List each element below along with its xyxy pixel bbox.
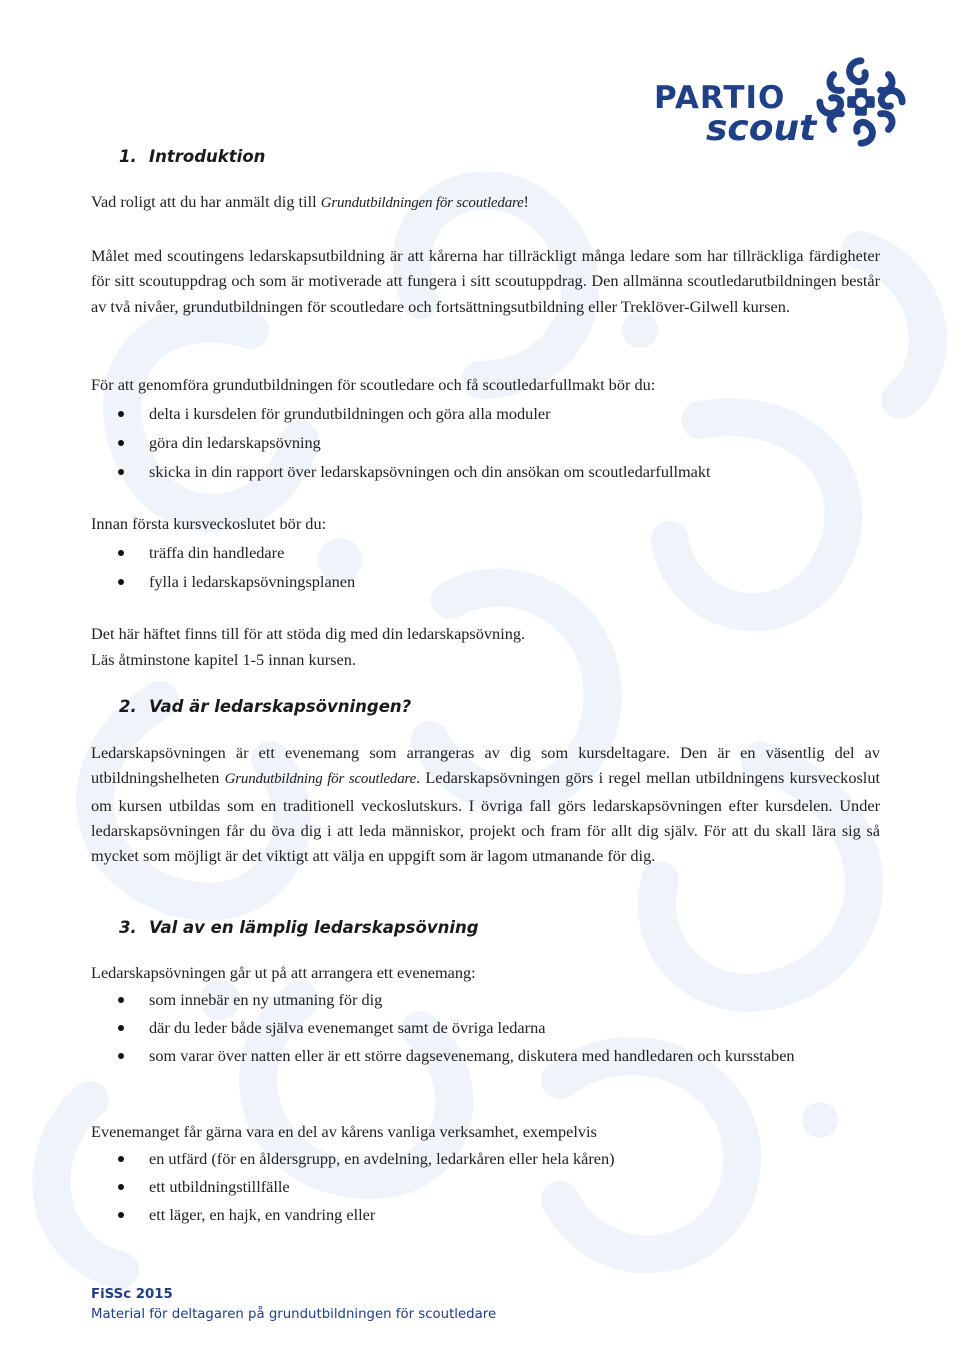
logo-text-partio: PARTIO	[654, 80, 786, 116]
requirements-list	[91, 401, 880, 488]
section-2-heading	[119, 694, 411, 719]
list-item: ett utbildningstillfälle	[91, 1174, 880, 1202]
footer-description: Material för deltagaren på grundutbildningen för scoutledare	[91, 1307, 497, 1322]
list-item: delta i kursdelen för grundutbildningen och göra alla moduler	[91, 401, 880, 430]
section-1-title: Introduktion	[149, 147, 266, 166]
list-item: fylla i ledarskapsövningsplanen	[91, 569, 880, 598]
section-3-list1-intro: Ledarskapsövningen går ut på att arrangera ett evenemang:	[91, 963, 476, 982]
section-3-list2-intro: Evenemanget får gärna vara en del av kårens vanliga verksamhet, exempelvis	[91, 1122, 597, 1141]
section-2-text-b: . Ledarskapsövningen görs i regel mellan utbildningens kursveckoslut om kursen utbildas som en traditionell veckoslutskurs. I övriga fall görs ledarskapsövningen efter kursdelen. Under ledarskapsövningen får du öva dig i att leda människor, projekt och fram för allt dig själv. För att du skall lära sig så mycket som möjligt är det viktigt att välja en uppgift som är lagom utmanande för dig.	[91, 768, 880, 866]
intro-paragraph: Målet med scoutingens ledarskapsutbildning är att kårerna har tillräckligt många ledare som har tillräckliga färdigheter för sitt scoutuppdrag och som är motiverade att fungera i sitt scoutuppdrag. Den allmänna scoutledarutbildningen består av två nivåer, grundutbildningen för scoutledare och fortsättningsutbildning eller Treklöver-Gilwell kursen.	[91, 246, 880, 316]
section-3-number: 3.	[119, 918, 137, 937]
section-2-course-name: Grundutbildning för scoutledare	[224, 771, 417, 788]
list1-intro: För att genomföra grundutbildningen för scoutledare och få scoutledarfullmakt bör du:	[91, 375, 656, 394]
event-criteria-list	[91, 987, 880, 1068]
section-2-paragraph	[91, 740, 880, 868]
section-1-number: 1.	[119, 147, 137, 166]
list-item: ett läger, en hajk, en vandring eller	[91, 1202, 880, 1230]
section-3-title: Val av en lämplig ledarskapsövning	[149, 918, 479, 937]
list-item: där du leder både själva evenemanget samt de övriga ledarna	[91, 1015, 880, 1043]
section-2-title: Vad är ledarskapsövningen?	[149, 697, 412, 716]
event-examples-list	[91, 1146, 880, 1230]
list-item: göra din ledarskapsövning	[91, 430, 880, 459]
scout-emblem-icon	[812, 52, 910, 152]
footer-code: FiSSc 2015	[91, 1287, 173, 1302]
section-2-text-a: Ledarskapsövningen är ett evenemang som arrangeras av dig som kursdeltagare. Den är en väsentlig del av utbildningshelheten	[91, 743, 880, 788]
welcome-line	[91, 189, 880, 216]
section-1-heading	[119, 144, 265, 169]
closing-line-1: Det här häftet finns till för att stöda dig med din ledarskapsövning.	[91, 624, 526, 643]
page-footer	[91, 1285, 496, 1325]
list2-intro: Innan första kursveckoslutet bör du:	[91, 514, 327, 533]
list-item: en utfärd (för en åldersgrupp, en avdelning, ledarkåren eller hela kåren)	[91, 1146, 880, 1174]
section-2-number: 2.	[119, 697, 137, 716]
list-item: skicka in din rapport över ledarskapsövningen och din ansökan om scoutledarfullmakt	[91, 459, 880, 488]
partio-scout-logo	[652, 52, 912, 157]
logo-text-scout: scout	[706, 108, 817, 149]
closing-line-2: Läs åtminstone kapitel 1-5 innan kursen.	[91, 650, 356, 669]
before-course-list	[91, 540, 880, 598]
welcome-exclamation: !	[523, 192, 529, 211]
list-item: som varar över natten eller är ett större dagsevenemang, diskutera med handledaren och kursstaben	[91, 1043, 880, 1068]
list-item: som innebär en ny utmaning för dig	[91, 987, 880, 1015]
list-item: träffa din handledare	[91, 540, 880, 569]
welcome-text: Vad roligt att du har anmält dig till	[91, 192, 321, 211]
section-3-heading	[119, 915, 479, 940]
welcome-course-name: Grundutbildningen för scoutledare	[320, 195, 524, 211]
